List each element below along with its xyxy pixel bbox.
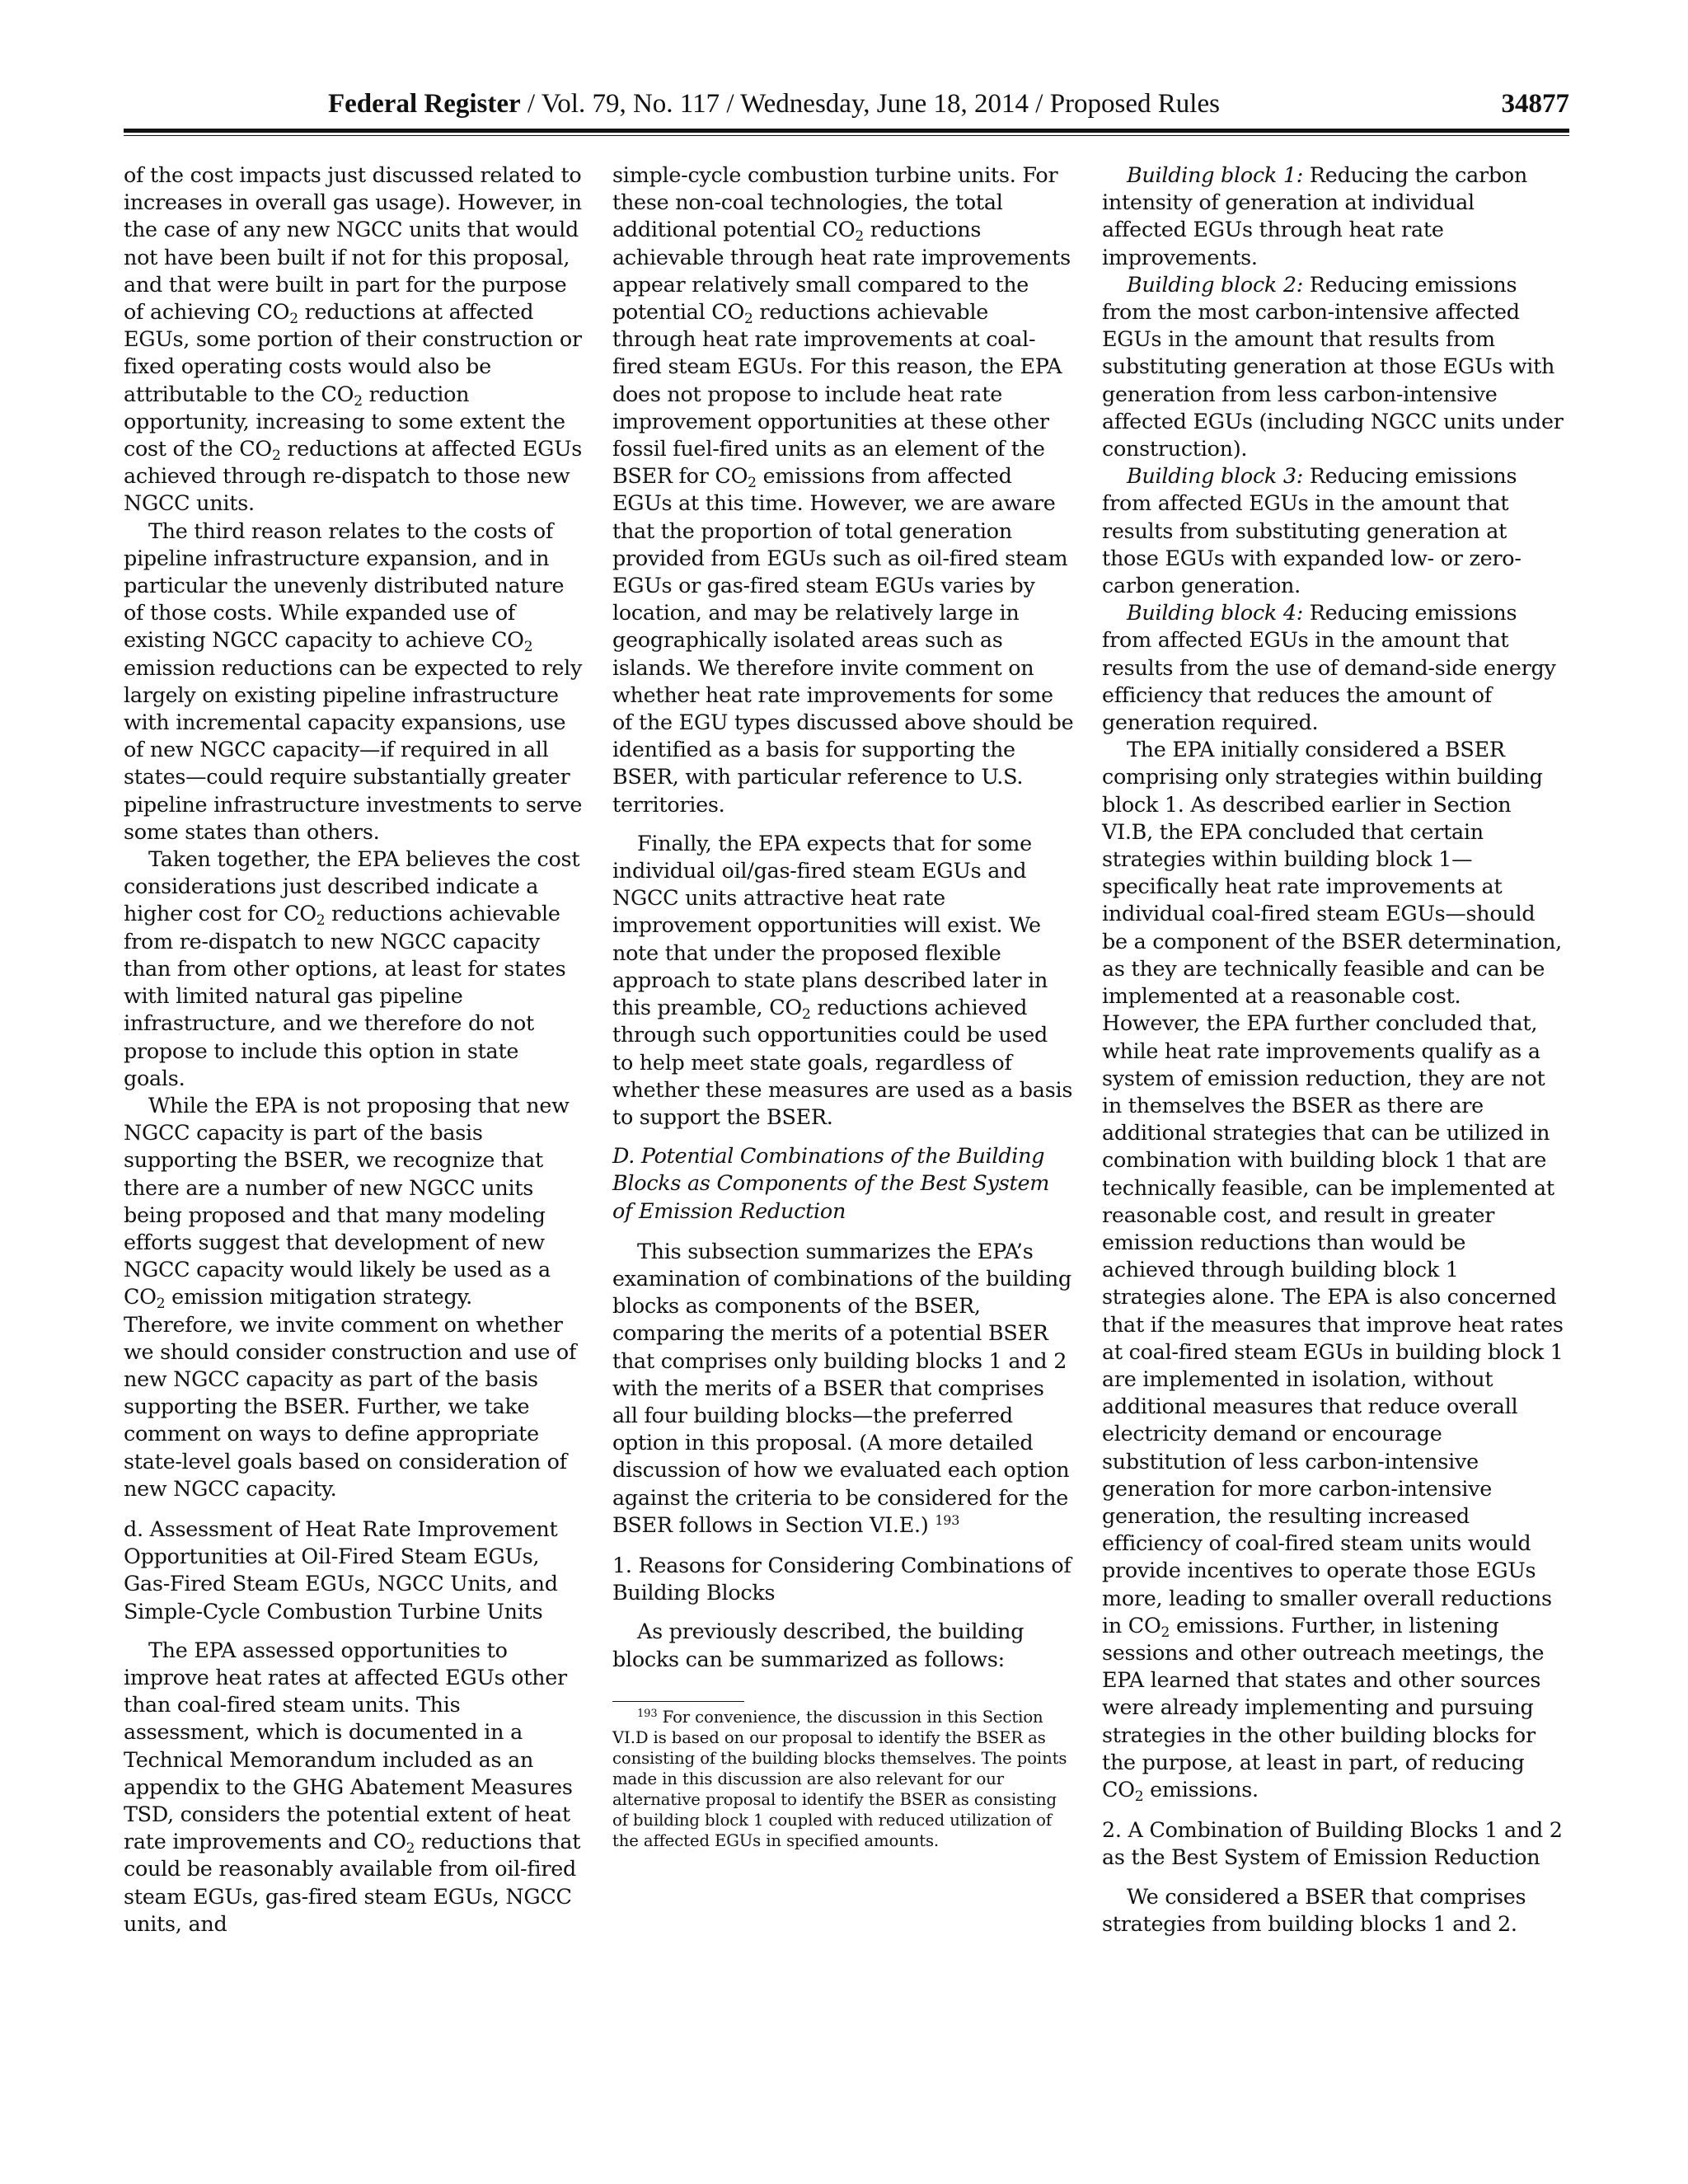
paragraph (124, 518, 585, 846)
subscript: 2 (156, 1296, 166, 1313)
text-run: This subsection summarizes the EPA’s examination of combinations of the building blocks as components of the BSER, comparing the merits of a potential BSER that comprises only building blocks 1 and 2 with the merits of a BSER that comprises all four building blocks—the preferred option in this proposal. (A more detailed discussion of how we evaluated each option against the criteria to be considered for the BSER follows in Section VI.E.) (612, 1238, 1071, 1537)
running-header (124, 87, 1569, 120)
section-heading: 2. A Combination of Building Blocks 1 and 2 as the Best System of Emission Reduction (1102, 1817, 1563, 1870)
subscript: 2 (406, 1840, 415, 1858)
header-rule-thin (124, 135, 1569, 136)
building-block-4 (1102, 599, 1564, 736)
subscript: 2 (744, 311, 753, 328)
text-run: reductions achieved through such opportunities could be used to help meet state goals, regardless of whether these measures are used as a basis to support the BSER. (612, 995, 1073, 1129)
text-run: emission mitigation strategy. Therefore, we invite comment on whether we should consider construction and use of new NGCC capacity as part of the basis supporting the BSER. Further, we take comment on ways to define appropriate state-level goals based on consideration of new NGCC capacity. (124, 1284, 577, 1501)
paragraph (124, 162, 585, 518)
text-run: Finally, the EPA expects that for some individual oil/gas-fired steam EGUs and NGCC units attractive heat rate improvement opportunities will exist. We note that under the proposed flexible approach to state plans described later in this preamble, CO (612, 830, 1048, 1020)
building-block-2 (1102, 271, 1564, 462)
text-run: Reducing emissions from the most carbon-intensive affected EGUs in the amount that results from substituting generation at those EGUs with generation from less carbon-intensive affected EGUs (including NGCC units under construction). (1102, 271, 1564, 462)
footnote-rule (612, 1701, 744, 1702)
text-run: reductions at affected EGUs, some portion of their construction or fixed operating costs would also be attributable to the CO (124, 299, 582, 406)
text-run: emissions. (1143, 1776, 1259, 1802)
italic-label: Building block 4: (1127, 600, 1304, 626)
text-column-2 (612, 162, 1074, 1851)
text-run: The EPA initially considered a BSER comprising only strategies within building block 1. As described earlier in Section VI.B, the EPA concluded that certain strategies within building block 1—specifically heat rate improvements at individual coal-fired steam EGUs—should be a component of the BSER determination, as they are technically feasible and can be implemented at a reasonable cost. However, the EPA further concluded that, while heat rate improvements qualify as a system of emission reduction, they are not in themselves the BSER as there are additional strategies that can be utilized in combination with building block 1 that are technically feasible, can be implemented at reasonable cost, and result in greater emission reductions than would be achieved through building block 1 strategies alone. The EPA is also concerned that if the measures that improve heat rates at coal-fired steam EGUs in building block 1 are implemented in isolation, without additional measures that reduce overall electricity demand or encourage substitution of less carbon-intensive generation for more carbon-intensive generation, the resulting increased efficiency of coal-fired steam units would provide incentives to operate those EGUs more, leading to smaller overall reductions in CO (1102, 737, 1564, 1638)
issue-citation: / Vol. 79, No. 117 / Wednesday, June 18, 2014 / Proposed Rules (520, 89, 1220, 119)
italic-label: Building block 3: (1127, 463, 1304, 489)
paragraph (1102, 736, 1564, 1803)
text-run: The EPA assessed opportunities to improve heat rates at affected EGUs other than coal-fired steam units. This assessment, which is documented in a Technical Memorandum included as an appendix to the GHG Abatement Measures TSD, considers the potential extent of heat rate improvements and CO (124, 1637, 573, 1854)
subscript: 2 (316, 912, 326, 930)
italic-label: Building block 1: (1127, 162, 1304, 187)
paragraph (612, 162, 1074, 818)
text-run: reductions achievable from re-dispatch to new NGCC capacity than from other options, at least for states with limited natural gas pipeline infrastructure, and we therefore do not propose to include this option in state goals. (124, 901, 566, 1090)
text-column-1 (124, 162, 585, 1938)
building-block-1 (1102, 162, 1564, 271)
header-citation (328, 87, 1220, 120)
paragraph (124, 846, 585, 1092)
building-block-3 (1102, 462, 1564, 599)
subscript: 2 (1134, 1788, 1144, 1805)
subscript: 2 (523, 639, 533, 656)
section-heading: d. Assessment of Heat Rate Improvement Opportunities at Oil-Fired Steam EGUs, Gas-Fired Steam EGUs, NGCC Units, and Simple-Cycle Combustion Turbine Units (124, 1516, 558, 1624)
paragraph: We considered a BSER that comprises strategies from building blocks 1 and 2. (1102, 1883, 1526, 1936)
footnote-number: 193 (637, 1707, 658, 1720)
paragraph (612, 830, 1074, 1131)
text-column-3 (1102, 162, 1564, 1938)
text-run: reductions achievable through heat rate improvements at coal-fired steam EGUs. For this reason, the EPA does not propose to include heat rate improvement opportunities at these other fossil fuel-fired units as an element of the BSER for CO (612, 299, 1062, 489)
subscript: 2 (1160, 1624, 1170, 1641)
text-run: reductions achievable through heat rate improvements appear relatively small compared to the potential CO (612, 217, 1071, 325)
text-run: Reducing emissions from affected EGUs in the amount that results from substituting generation at those EGUs with expanded low- or zero-carbon generation. (1102, 463, 1522, 598)
text-run: While the EPA is not proposing that new NGCC capacity is part of the basis supporting the BSER, we recognize that there are a number of new NGCC units being proposed and that many modeling efforts suggest that development of new NGCC capacity would likely be used as a CO (124, 1092, 570, 1310)
text-run: emission reductions can be expected to rely largely on existing pipeline infrastructure with incremental capacity expansions, use of new NGCC capacity—if required in all states—could require substantially greater pipeline infrastructure investments to serve some states than others. (124, 654, 583, 844)
text-run: Reducing emissions from affected EGUs in the amount that results from the use of demand-side energy efficiency that reduces the amount of generation required. (1102, 600, 1556, 735)
paragraph (612, 1238, 1074, 1539)
subscript: 2 (289, 311, 298, 328)
paragraph (124, 1637, 585, 1938)
subscript: 2 (748, 475, 757, 492)
page-number: 34877 (1501, 89, 1569, 119)
subscript: 2 (855, 228, 864, 246)
footnote-text: For convenience, the discussion in this Section VI.D is based on our proposal to identify the BSER as consisting of the building blocks themselves. The points made in this discussion are also relevant for our alternative proposal to identify the BSER as consisting of building block 1 coupled with reduced utilization of the affected EGUs in specified amounts. (612, 1707, 1067, 1850)
text-run: Taken together, the EPA believes the cost considerations just described indicate a higher cost for CO (124, 846, 580, 926)
footnote-reference[interactable]: 193 (935, 1511, 960, 1528)
footnote (612, 1707, 1074, 1851)
text-run: of the cost impacts just discussed related to increases in overall gas usage). However, in the case of any new NGCC units that would not have been built if not for this proposal, and that were built in part for the purpose of achieving CO (124, 162, 582, 325)
paragraph (124, 1092, 585, 1502)
text-run: emissions from affected EGUs at this time. However, we are aware that the proportion of total generation provided from EGUs such as oil-fired steam EGUs or gas-fired steam EGUs varies by location, and may be relatively large in geographically isolated areas such as islands. We therefore invite comment on whether heat rate improvements for some of the EGU types discussed above should be identified as a basis for supporting the BSER, with particular reference to U.S. territories. (612, 463, 1074, 817)
section-heading: 1. Reasons for Considering Combinations of Building Blocks (612, 1552, 1071, 1605)
subscript: 2 (801, 1006, 811, 1024)
journal-name: Federal Register (328, 89, 521, 119)
text-run: reductions that could be reasonably available from oil-fired steam EGUs, gas-fired steam EGUs, NGCC units, and (124, 1829, 581, 1936)
subscript: 2 (271, 448, 281, 465)
text-run: reduction opportunity, increasing to some extent the cost of the CO (124, 381, 565, 462)
text-run: Reducing the carbon intensity of generation at individual affected EGUs through heat rate improvements. (1102, 162, 1527, 269)
text-run: reductions at affected EGUs achieved through re-dispatch to those new NGCC units. (124, 436, 583, 516)
section-heading: D. Potential Combinations of the Building Blocks as Components of the Best System of Emission Reduction (612, 1143, 1050, 1223)
text-run: The third reason relates to the costs of pipeline infrastructure expansion, and in particular the unevenly distributed nature of those costs. While expanded use of existing NGCC capacity to achieve CO (124, 518, 565, 653)
text-run: emissions. Further, in listening sessions and other outreach meetings, the EPA learned that states and other sources were already implementing and pursuing strategies in the other building blocks for the purpose, at least in part, of reducing CO (1102, 1612, 1545, 1802)
text-run: simple-cycle combustion turbine units. For these non-coal technologies, the total additional potential CO (612, 162, 1058, 242)
italic-label: Building block 2: (1127, 271, 1304, 297)
paragraph: As previously described, the building blocks can be summarized as follows: (612, 1619, 1025, 1671)
subscript: 2 (354, 392, 363, 410)
header-rule (124, 129, 1569, 133)
